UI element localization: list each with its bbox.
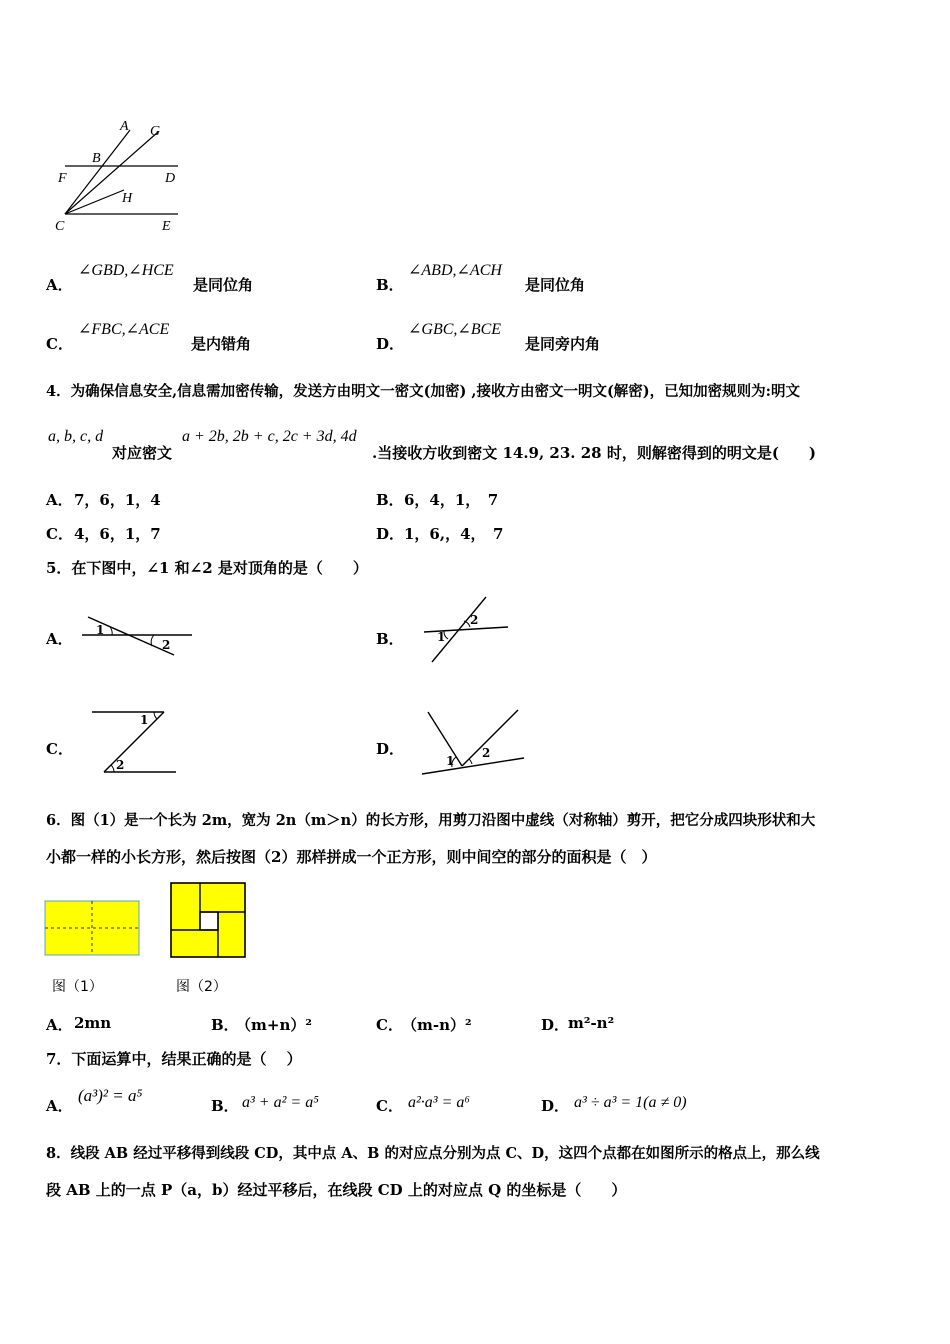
q7-option-d-letter: D． — [541, 1097, 570, 1115]
label-D: D — [165, 171, 176, 186]
parallel-lines-figure — [50, 110, 190, 240]
q7-option-c-letter: C． — [376, 1097, 403, 1115]
q6-option-a-letter: A． — [46, 1016, 73, 1034]
angle-label-1: 1 — [140, 713, 149, 727]
q5-option-c-letter: C． — [46, 740, 73, 758]
q5-stem: 5．在下图中，∠1 和∠2 是对顶角的是（ ） — [46, 559, 368, 577]
q6-stem-line1: 6．图（1）是一个长为 2m，宽为 2n（m＞n）的长方形，用剪刀沿图中虚线（对称轴）剪开，把它分成四块形状和大 — [46, 812, 816, 829]
label-F: F — [58, 171, 67, 186]
label-G: G — [150, 124, 161, 139]
q4-option-b-letter: B． — [376, 491, 404, 509]
angle-label-2: 2 — [116, 758, 125, 772]
q3-option-b-letter: B． — [376, 276, 404, 294]
q6-option-a-text: 2mn — [74, 1014, 112, 1032]
q3-option-a-letter: A． — [46, 276, 73, 294]
q4-option-d-text: 1，6,，4， 7 — [404, 525, 504, 543]
q6-fig1-caption: 图（1） — [52, 979, 103, 995]
q6-option-b-letter: B． — [211, 1016, 239, 1034]
q5-figure-b — [420, 595, 510, 663]
q4-option-b-text: 6，4，1， 7 — [404, 491, 499, 509]
angle-label-1: 1 — [446, 754, 455, 768]
q6-option-b-text: （m+n）² — [236, 1016, 312, 1034]
q6-stem-line2: 小都一样的小长方形，然后按图（2）那样拼成一个正方形，则中间空的部分的面积是（ ） — [46, 848, 657, 866]
q6-option-d-letter: D． — [541, 1016, 570, 1034]
q7-option-c-math: a²·a³ = a⁶ — [408, 1094, 470, 1111]
label-E: E — [162, 219, 171, 234]
q5-figure-c — [90, 708, 180, 776]
label-C: C — [55, 219, 65, 234]
label-B: B — [92, 151, 101, 166]
q5-figure-a — [82, 612, 194, 657]
q3-option-d-math: ∠GBC,∠BCE — [408, 321, 502, 338]
q3-option-d-letter: D． — [376, 335, 405, 353]
q4-option-a-letter: A． — [46, 491, 73, 509]
angle-label-1: 1 — [437, 630, 446, 644]
q8-stem-line1: 8．线段 AB 经过平移得到线段 CD，其中点 A、B 的对应点分别为点 C、D，这四个点都在如图所示的格点上，那么线 — [46, 1145, 820, 1162]
q6-figure-1 — [44, 900, 140, 956]
label-A: A — [120, 119, 129, 134]
q7-option-b-letter: B． — [211, 1097, 239, 1115]
q4-cipher-expr: a + 2b, 2b + c, 2c + 3d, 4d — [182, 428, 357, 445]
q7-stem: 7．下面运算中，结果正确的是（ ） — [46, 1050, 302, 1068]
q3-option-c-text: 是内错角 — [191, 335, 252, 353]
q3-figure — [50, 110, 190, 240]
q4-option-c-text: 4，6，1，7 — [74, 525, 161, 543]
q6-option-c-letter: C． — [376, 1016, 403, 1034]
q5-option-b-letter: B． — [376, 630, 404, 648]
q6-option-d-text: m²-n² — [568, 1014, 615, 1032]
angle-label-2: 2 — [482, 746, 491, 760]
q5-figure-d — [420, 708, 530, 780]
q4-stem-line2: .当接收方收到密文 14.9, 23. 28 时，则解密得到的明文是( ) — [372, 444, 817, 462]
q5-option-a-letter: A． — [46, 630, 73, 648]
q3-option-a-text: 是同位角 — [193, 276, 254, 294]
q4-stem-line1: 4．为确保信息安全,信息需加密传输，发送方由明文一密文(加密) ,接收方由密文一明文(解密)，已知加密规则为:明文 — [46, 383, 801, 400]
q4-mid-text: 对应密文 — [112, 444, 173, 462]
q3-option-c-letter: C． — [46, 335, 73, 353]
q7-option-a-math: (a³)² = a⁵ — [78, 1086, 143, 1105]
q3-option-c-math: ∠FBC,∠ACE — [78, 321, 170, 338]
q6-fig2-caption: 图（2） — [176, 979, 227, 995]
q7-option-d-math: a³ ÷ a³ = 1(a ≠ 0) — [574, 1094, 687, 1111]
q8-stem-line2: 段 AB 上的一点 P（a，b）经过平移后，在线段 CD 上的对应点 Q 的坐标是（ ） — [46, 1181, 627, 1199]
q4-plain-vars: a, b, c, d — [48, 428, 104, 445]
q5-option-d-letter: D． — [376, 740, 405, 758]
q3-option-a-math: ∠GBD,∠HCE — [78, 262, 174, 279]
q4-option-a-text: 7，6，1，4 — [74, 491, 161, 509]
q6-option-c-text: （m-n）² — [402, 1016, 472, 1034]
label-H: H — [122, 191, 133, 206]
q3-option-d-text: 是同旁内角 — [525, 335, 601, 353]
angle-label-1: 1 — [96, 623, 105, 637]
q7-option-b-math: a³ + a² = a⁵ — [242, 1094, 319, 1111]
q3-option-b-text: 是同位角 — [525, 276, 586, 294]
q4-option-c-letter: C． — [46, 525, 73, 543]
angle-label-2: 2 — [470, 613, 479, 627]
q7-option-a-letter: A． — [46, 1097, 73, 1115]
q3-option-b-math: ∠ABD,∠ACH — [408, 262, 502, 279]
angle-label-2: 2 — [162, 638, 171, 652]
q6-figure-2 — [170, 882, 246, 958]
q4-option-d-letter: D． — [376, 525, 405, 543]
